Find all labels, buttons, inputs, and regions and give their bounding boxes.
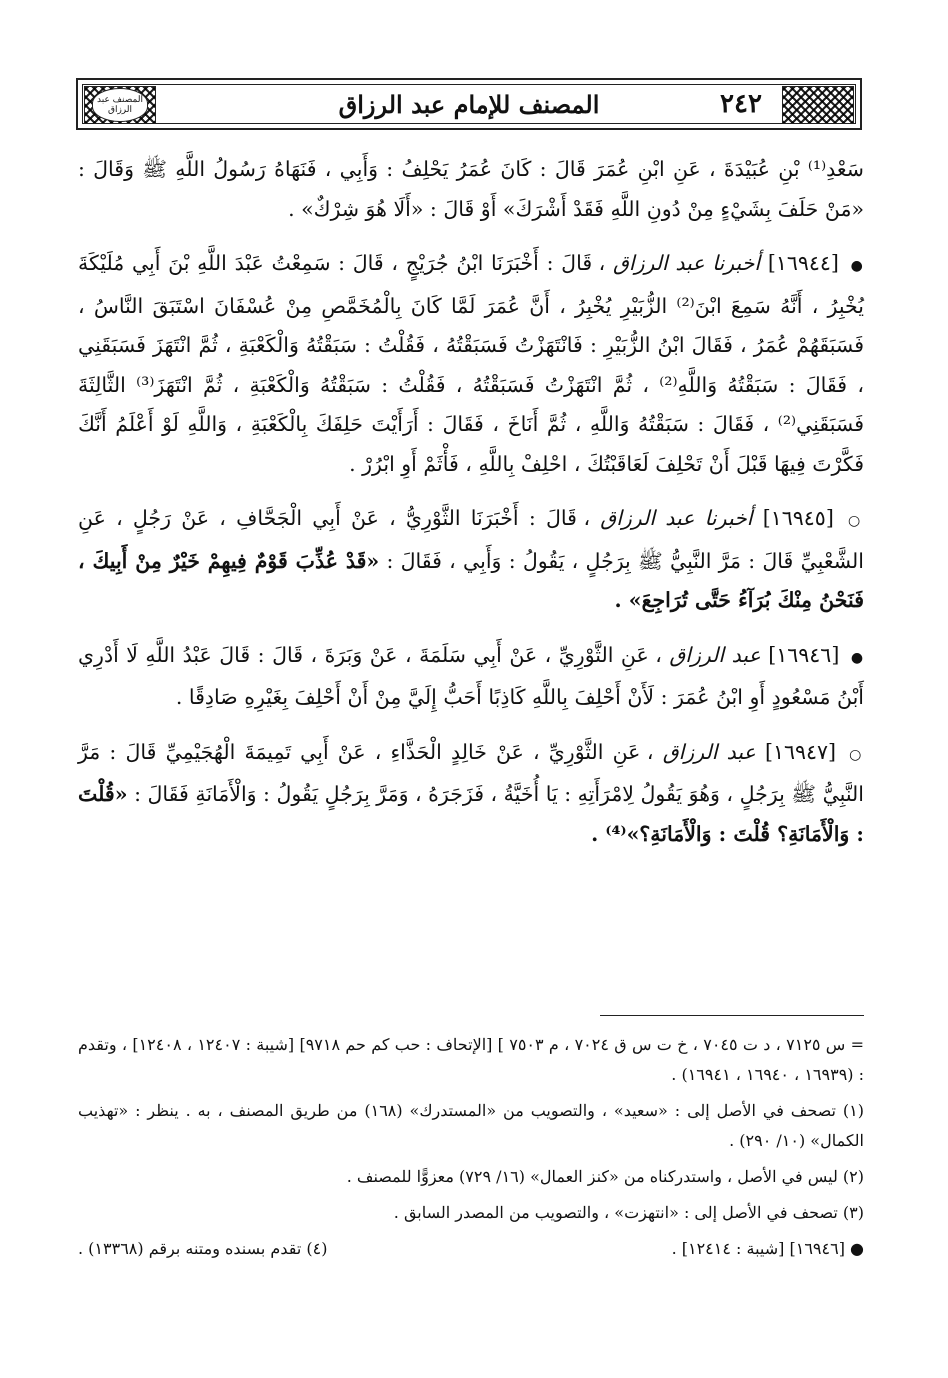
bullet-filled-icon: ●	[850, 258, 864, 274]
footnote-takhrij-16946: ● [١٦٩٤٦] [شيبة : ١٢٤١٤] .	[671, 1239, 864, 1258]
page-title: المصنف للإمام عبد الرزاق	[338, 89, 600, 119]
footnote-3: (٣) تصحف في الأصل إلى : «انتهزت» ، والتصويب من المصدر السابق .	[393, 1203, 864, 1222]
header-ornament-right	[782, 86, 854, 124]
footnote-1: (١) تصحف في الأصل إلى : «سعيد» ، والتصويب من «المستدرك» (١٦٨) من طريق المصنف ، به . ينظر : «تهذيب الكمال» (١٠/ ٢٩٠) .	[78, 1101, 865, 1150]
hadith-16946	[78, 636, 864, 718]
paragraph-continuation	[78, 150, 864, 229]
page-number: ٢٤٢	[720, 89, 762, 119]
hadith-16944	[78, 244, 864, 484]
hadith-source: عبد الرزاق	[669, 642, 761, 667]
footnotes	[78, 1030, 864, 1270]
bullet-filled-icon: ●	[850, 649, 864, 666]
paragraph-text: سَعْدِ⁽¹⁾ بْنِ عُبَيْدَةَ ، عَنِ ابْنِ عُمَرَ قَالَ : كَانَ عُمَرُ يَحْلِفُ : وَأَبِي ، فَنَهَاهُ رَسُولُ اللَّهِ ﷺ وَقَالَ : «مَنْ حَلَفَ بِشَيْءٍ مِنْ دُونِ اللَّهِ فَقَدْ أَشْرَكَ» أَوْ قَالَ : «أَلَا هُوَ شِرْكٌ» .	[78, 157, 864, 221]
hadith-source: أخبرنا عبد الرزاق	[612, 251, 761, 275]
seal-text: المصنف عبد الرزاق	[97, 95, 143, 115]
hadith-quote: «قُلْتَ : وَالْأَمَانَةِ؟ قُلْتَ : وَالْأَمَانَةِ؟»⁽⁴⁾ .	[78, 782, 864, 846]
hadith-text: ، عَنِ الثَّوْرِيِّ ، عَنْ أَبِي سَلَمَةَ ، عَنْ وَبَرَةَ ، قَالَ : قَالَ عَبْدُ اللَّهِ لَا أَدْرِي أَبْنُ مَسْعُودٍ أَوِ ابْنُ عُمَرَ : لَأَنْ أَحْلِفَ بِاللَّهِ كَاذِبًا أَحَبُّ إِلَيَّ مِنْ أَنْ أَحْلِفَ بِغَيْرِهِ صَادِقًا .	[78, 642, 864, 709]
hadith-text: ، عَنِ الثَّوْرِيِّ ، عَنْ خَالِدٍ الْحَذَّاءِ ، عَنْ أَبِي تَمِيمَةَ الْهُجَيْمِيِّ قَالَ : مَرَّ النَّبِيُّ ﷺ بِرَجُلٍ ، وَهُوَ يَقُولُ لِامْرَأَتِهِ : يَا أُخَيَّةُ ، فَزَجَرَهُ ، وَمَرَّ بِرَجُلٍ يَقُولُ : وَالْأَمَانَةِ فَقَالَ :	[78, 739, 864, 806]
footnote-row-last	[78, 1234, 864, 1264]
footnote-2: (٢) ليس في الأصل ، واستدركناه من «كنز العمال» (١٦/ ٧٢٩) معزوًّا للمصنف .	[346, 1167, 864, 1186]
hadith-source: عبد الرزاق	[662, 739, 756, 764]
header-seal-logo	[92, 88, 148, 122]
hadith-16947	[78, 733, 864, 855]
hadith-number: [١٦٩٤٤]	[767, 251, 839, 275]
hadith-16945	[78, 499, 864, 621]
footnote-4: (٤) تقدم بسنده ومتنه برقم (١٣٣٦٨) .	[78, 1239, 328, 1258]
bullet-hollow-icon: ○	[848, 513, 864, 529]
hadith-text: ، قَالَ : أَخْبَرَنَا الثَّوْرِيُّ ، عَنْ أَبِي الْجَحَّافِ ، عَنْ رَجُلٍ ، عَنِ الشَّعْبِيِّ قَالَ : مَرَّ النَّبِيُّ ﷺ بِرَجُلٍ ، يَقُولُ : وَأَبِي ، فَقَالَ :	[78, 506, 864, 573]
hadith-number: [١٦٩٤٦]	[768, 642, 840, 667]
hadith-source: أخبرنا عبد الرزاق	[600, 506, 753, 530]
footnote-divider	[600, 1015, 864, 1016]
main-text	[78, 150, 864, 854]
hadith-quote: «قَدْ عُذِّبَ قَوْمٌ فِيهِمْ خَيْرٌ مِنْ أَبِيكَ ، فَنَحْنُ مِنْكَ بُرَآءُ حَتَّى تُرَاجِعَ» .	[78, 548, 864, 612]
hadith-number: [١٦٩٤٥]	[762, 506, 834, 530]
hadith-number: [١٦٩٤٧]	[764, 739, 836, 764]
hadith-text: ، قَالَ : أَخْبَرَنَا ابْنُ جُرَيْجٍ ، قَالَ : سَمِعْتُ عَبْدَ اللَّهِ بْنَ أَبِي مُلَيْكَةَ يُخْبِرُ ، أَنَّهُ سَمِعَ ابْنَ⁽²⁾ الزُّبَيْرِ يُخْبِرُ ، أَنَّ عُمَرَ لَمَّا كَانَ بِالْمُخَمَّصِ مِنْ عُسْفَانَ اسْتَبَقَ النَّاسُ ، فَسَبَقَهُمْ عُمَرُ ، فَقَالَ ابْنُ الزُّبَيْرِ : فَانْتَهَزْتُ فَسَبَقْتُهُ ، فَقُلْتُ : سَبَقْتُهُ وَالْكَعْبَةِ ، ثُمَّ انْتَهَزَ فَسَبَقَنِي ، فَقَالَ : سَبَقْتُهُ وَاللَّهِ⁽²⁾ ، ثُمَّ انْتَهَزْتُ فَسَبَقْتُهُ ، فَقُلْتُ : سَبَقْتُهُ وَالْكَعْبَةِ ، ثُمَّ انْتَهَزَ⁽³⁾ الثَّالِثَةَ فَسَبَقَنِي⁽²⁾ ، فَقَالَ : سَبَقْتُهُ وَاللَّهِ ، ثُمَّ أَنَاخَ ، فَقَالَ : أَرَأَيْتَ حَلِفَكَ بِالْكَعْبَةِ ، وَاللَّهِ لَوْ أَعْلَمُ أَنَّكَ فَكَّرْتَ فِيهَا قَبْلَ أَنْ تَحْلِفَ لَعَاقَبْتُكَ ، احْلِفْ بِاللَّهِ ، فَأْثَمْ أَوِ ابْرُرْ .	[78, 251, 864, 476]
footnote-takhrij: = س ٧١٢٥ ، د ت ٧٠٤٥ ، خ ت س ق ٧٠٢٤ ، م ٧٥٠٣ ] [الإتحاف : حب كم حم ٩٧١٨] [شيبة : ١٢٤٠٧ ، ١٢٤٠٨] ، وتقدم : (١٦٩٣٩ ، ١٦٩٤٠ ، ١٦٩٤١) .	[78, 1035, 865, 1084]
bullet-hollow-icon: ○	[849, 746, 864, 763]
page-header	[76, 78, 862, 130]
